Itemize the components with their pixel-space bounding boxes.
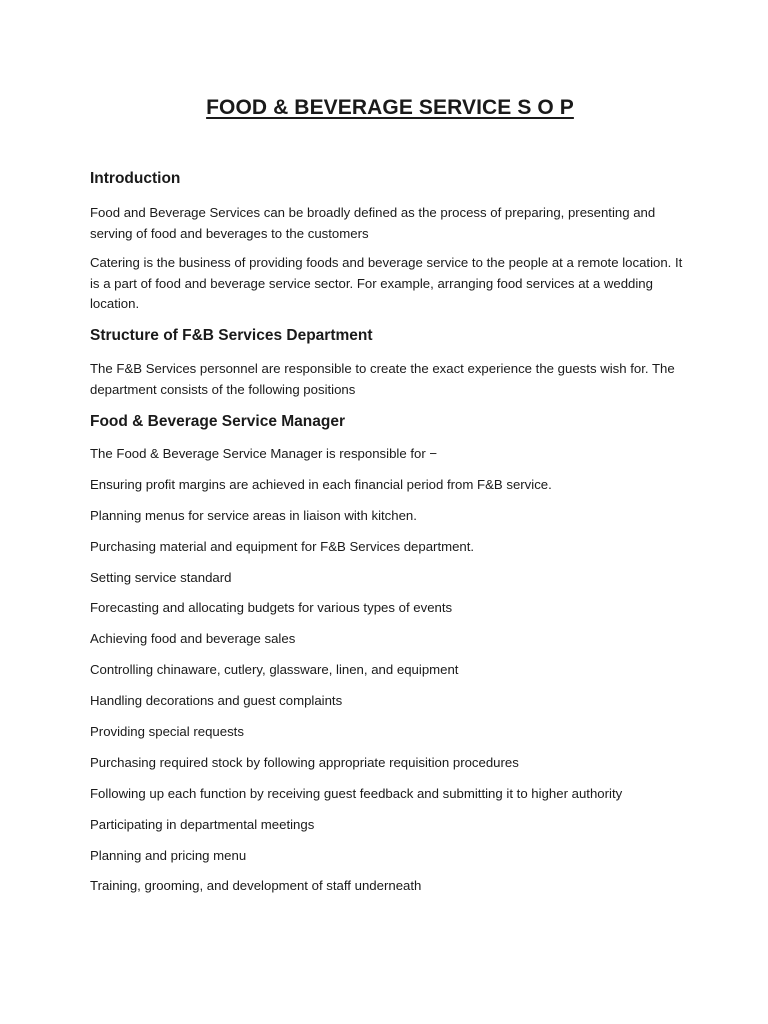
list-item: Forecasting and allocating budgets for various types of events: [90, 600, 453, 616]
list-item: Providing special requests: [90, 724, 244, 740]
list-item: Handling decorations and guest complaints: [90, 693, 343, 709]
list-item: Setting service standard: [90, 569, 232, 585]
list-item: Controlling chinaware, cutlery, glassware, linen, and equipment: [90, 662, 459, 678]
manager-responsibilities-list: [90, 444, 690, 907]
list-item: Following up each function by receiving guest feedback and submitting it to higher authority: [90, 785, 623, 801]
list-item: Training, grooming, and development of staff underneath: [90, 878, 422, 894]
introduction-heading: Introduction: [90, 170, 181, 187]
list-item: The Food & Beverage Service Manager is responsible for −: [90, 446, 438, 461]
list-item: Planning and pricing menu: [90, 847, 247, 863]
list-item: Purchasing required stock by following appropriate requisition procedures: [90, 754, 519, 770]
manager-heading: Food & Beverage Service Manager: [90, 413, 345, 430]
introduction-paragraph-2: Catering is the business of providing foods and beverage service to the people at a remote location. It is a part of food and beverage service sector. For example, arranging food services at a wedding location.: [90, 255, 683, 311]
introduction-paragraph-1: Food and Beverage Services can be broadly defined as the process of preparing, presenting and serving of food and beverages to the customers: [90, 205, 656, 241]
structure-paragraph: The F&B Services personnel are responsible to create the exact experience the guests wish for. The department consists of the following positions: [90, 361, 675, 397]
document-title: FOOD & BEVERAGE SERVICE S O P: [206, 96, 574, 119]
list-item: Achieving food and beverage sales: [90, 631, 296, 647]
list-item: Participating in departmental meetings: [90, 816, 315, 832]
structure-heading: Structure of F&B Services Department: [90, 327, 373, 344]
list-item: Purchasing material and equipment for F&B Services department.: [90, 538, 475, 554]
list-item: Planning menus for service areas in liaison with kitchen.: [90, 507, 417, 523]
list-item: Ensuring profit margins are achieved in each financial period from F&B service.: [90, 476, 552, 492]
